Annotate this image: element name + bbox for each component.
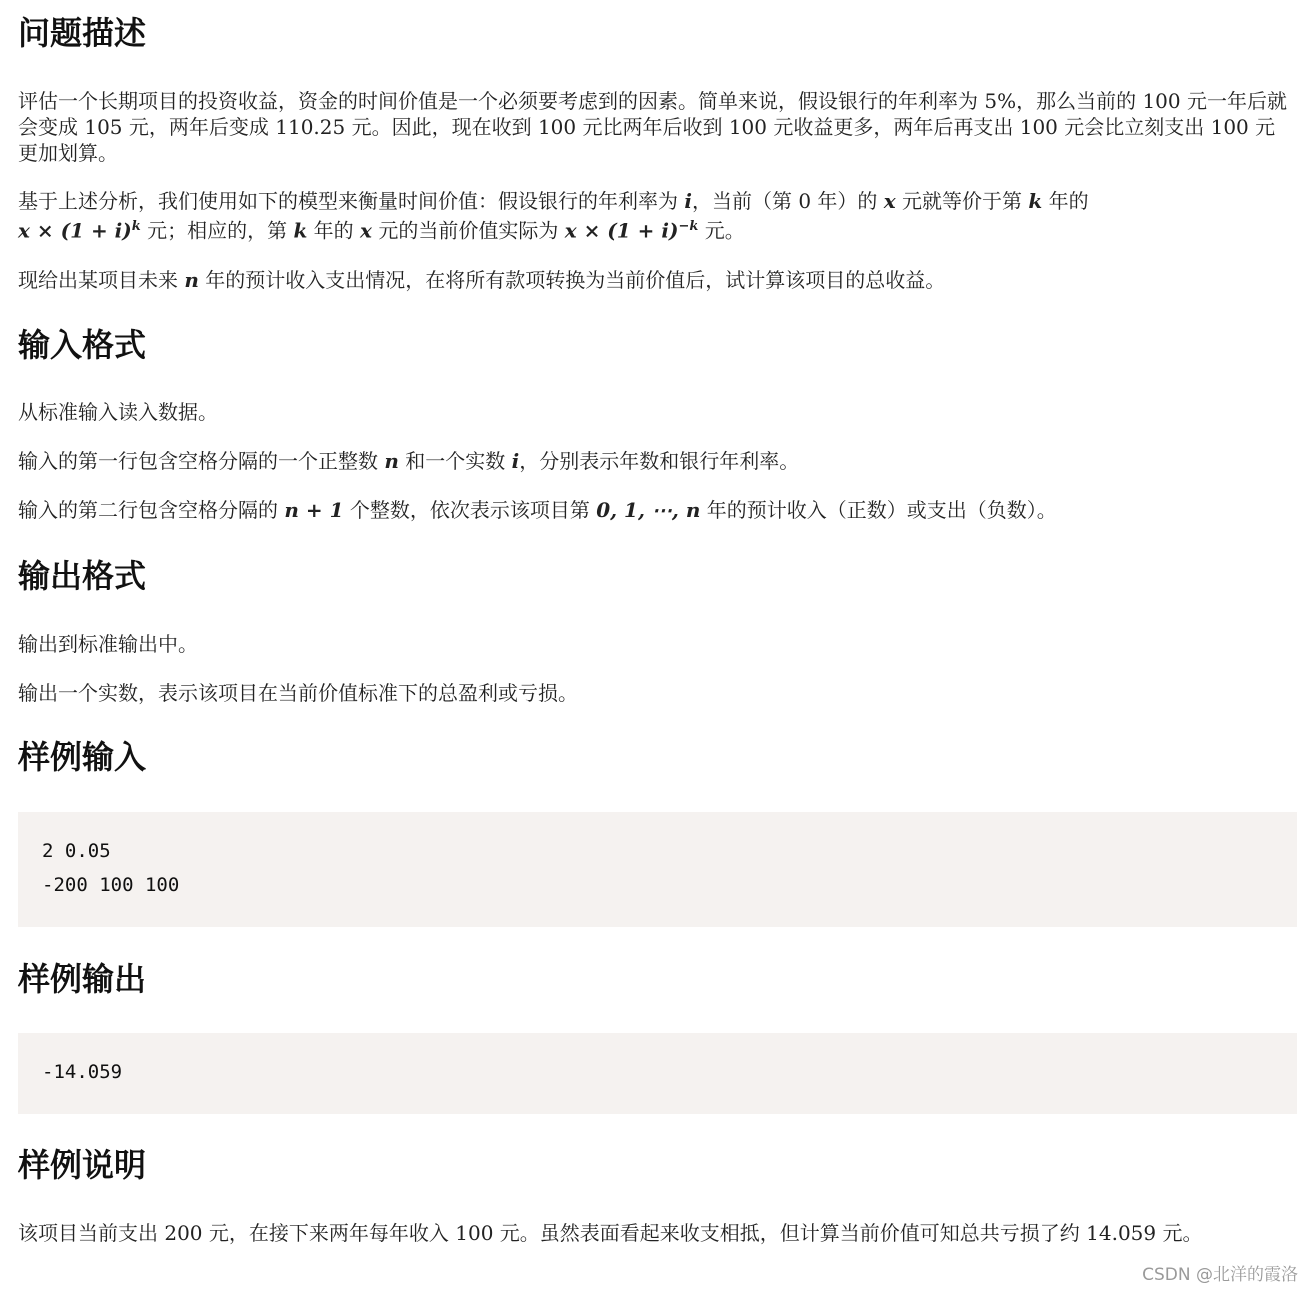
input-paragraph-3: 输入的第二行包含空格分隔的 n + 1 个整数，依次表示该项目第 0, 1, ⋯, n 年的预计收入（正数）或支出（负数）。	[18, 498, 1057, 522]
code-line: 2 0.05	[42, 840, 111, 862]
output-paragraph-2: 输出一个实数，表示该项目在当前价值标准下的总盈利或亏损。	[18, 681, 578, 705]
input-paragraph-2: 输入的第一行包含空格分隔的一个正整数 n 和一个实数 i，分别表示年数和银行年利率。	[18, 449, 800, 473]
sample-input-title: 样例输入	[18, 738, 147, 776]
problem-title: 问题描述	[18, 14, 147, 52]
sample-output-title: 样例输出	[18, 960, 147, 998]
input-paragraph-1: 从标准输入读入数据。	[18, 400, 218, 424]
code-line: -14.059	[42, 1061, 123, 1083]
sample-explanation-title: 样例说明	[18, 1146, 147, 1184]
formula-future-value: x × (1 + i)	[18, 218, 132, 243]
code-line: -200 100 100	[42, 874, 180, 896]
watermark: CSDN @北洋的霞洛	[1142, 1265, 1298, 1285]
formula-present-value: x × (1 + i)	[564, 218, 679, 243]
sample-input-code-block[interactable]	[18, 812, 1297, 927]
sample-output-code-block[interactable]	[18, 1033, 1297, 1114]
input-title: 输入格式	[18, 326, 147, 364]
explanation-paragraph: 该项目当前支出 200 元，在接下来两年每年收入 100 元。虽然表面看起来收支相抵，但计算当前价值可知总共亏损了约 14.059 元。	[18, 1221, 1203, 1245]
problem-paragraph-2: 基于上述分析，我们使用如下的模型来衡量时间价值：假设银行的年利率为 i，当前（第 0 年）的 x 元就等价于第 k 年的 $x \times (1 + i)^k$ 元；相应的，第 k 年的 x 元的当前价值实际为 $x \times (1 + i)^{-k}$ 元。	[18, 189, 1089, 243]
problem-paragraph-3: 现给出某项目未来 n 年的预计收入支出情况，在将所有款项转换为当前价值后，试计算该项目的总收益。	[18, 268, 946, 292]
output-title: 输出格式	[18, 557, 147, 595]
problem-paragraph-1: 评估一个长期项目的投资收益，资金的时间价值是一个必须要考虑到的因素。简单来说，假设银行的年利率为 5%，那么当前的 100 元一年后就会变成 105 元，两年后变成 110.25 元。因此，现在收到 100 元比两年后收到 100 元收益更多，两年后再支出 100 元会比立刻支出 100 元更加划算。	[18, 89, 1287, 165]
output-paragraph-1: 输出到标准输出中。	[18, 632, 198, 656]
